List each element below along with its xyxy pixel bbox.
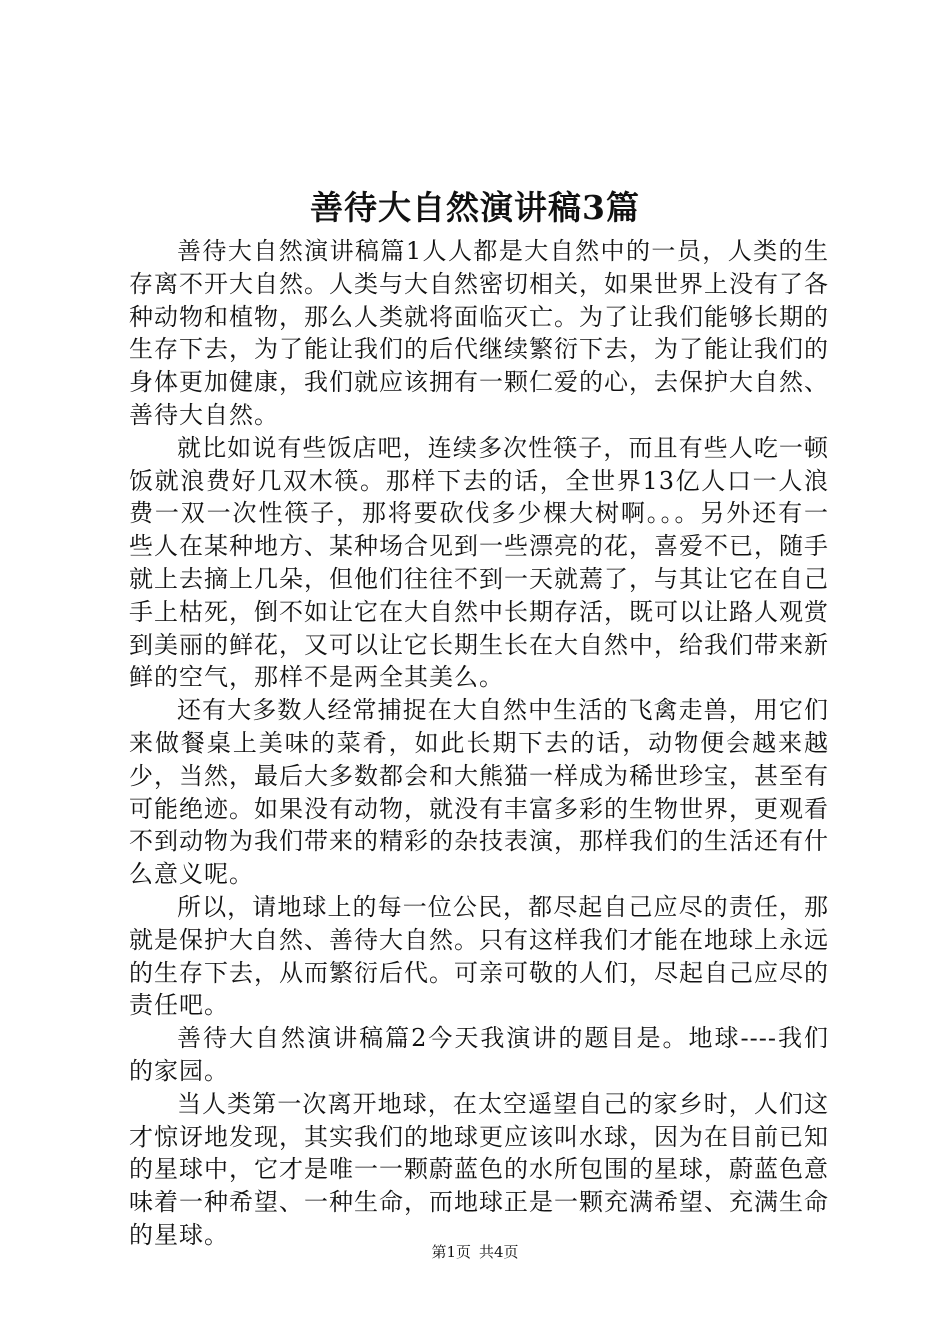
document-title: 善待大自然演讲稿3篇 (310, 188, 640, 227)
paragraph-5: 善待大自然演讲稿篇2今天我演讲的题目是。地球----我们的家园。 (129, 1024, 829, 1085)
paragraph-3: 还有大多数人经常捕捉在大自然中生活的飞禽走兽，用它们来做餐桌上美味的菜肴，如此长期下去的话，动物便会越来越少，当然，最后大多数都会和大熊猫一样成为稀世珍宝，甚至有可能绝迹。如果没有动物，就没有丰富多彩的生物世界，更观看不到动物为我们带来的精彩的杂技表演，那样我们的生活还有什么意义呢。 (129, 696, 829, 889)
page-footer (0, 1242, 950, 1262)
paragraph-2: 就比如说有些饭店吧，连续多次性筷子，而且有些人吃一顿饭就浪费好几双木筷。那样下去的话，全世界13亿人口一人浪费一双一次性筷子，那将要砍伐多少棵大树啊。。。另外还有一些人在某种地方、某种场合见到一些漂亮的花，喜爱不已，随手就上去摘上几朵，但他们往往不到一天就蔫了，与其让它在自己手上枯死，倒不如让它在大自然中长期存活，既可以让路人观赏到美丽的鲜花，又可以让它长期生长在大自然中，给我们带来新鲜的空气，那样不是两全其美么。 (129, 433, 829, 692)
paragraph-4: 所以，请地球上的每一位公民，都尽起自己应尽的责任，那就是保护大自然、善待大自然。只有这样我们才能在地球上永远的生存下去，从而繁衍后代。可亲可敬的人们，尽起自己应尽的责任吧。 (129, 892, 829, 1020)
paragraph-6: 当人类第一次离开地球，在太空遥望自己的家乡时，人们这才惊讶地发现，其实我们的地球更应该叫水球，因为在目前已知的星球中，它才是唯一一颗蔚蓝色的水所包围的星球，蔚蓝色意味着一种希望、一种生命，而地球正是一颗充满希望、充满生命的星球。 (129, 1089, 829, 1249)
page-total: 共4页 (479, 1243, 519, 1261)
page-number: 第1页 (431, 1243, 471, 1261)
document-body (129, 235, 829, 1252)
paragraph-1: 善待大自然演讲稿篇1人人都是大自然中的一员，人类的生存离不开大自然。人类与大自然密切相关，如果世界上没有了各种动物和植物，那么人类就将面临灭亡。为了让我们能够长期的生存下去，为了能让我们的后代继续繁衍下去，为了能让我们的身体更加健康，我们就应该拥有一颗仁爱的心，去保护大自然、善待大自然。 (129, 237, 829, 429)
